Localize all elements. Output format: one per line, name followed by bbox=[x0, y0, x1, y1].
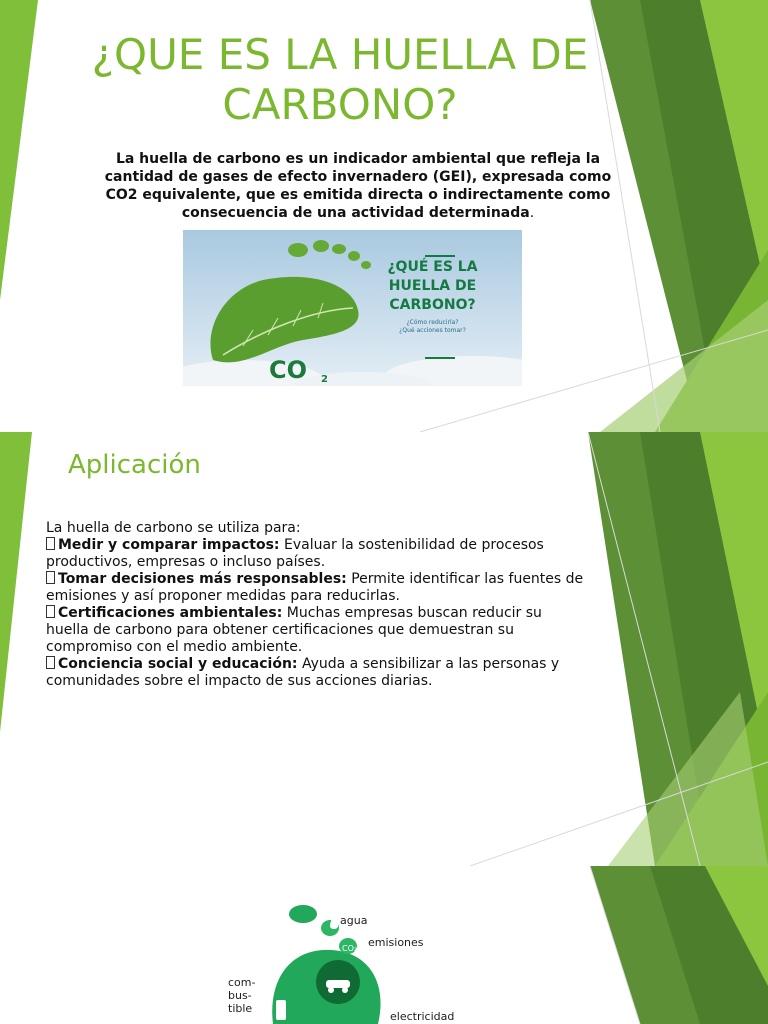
intro-period: . bbox=[529, 205, 535, 221]
label-emisiones: emisiones bbox=[368, 936, 424, 949]
list-item bbox=[46, 537, 586, 571]
list-item-title: Tomar decisiones más responsables: bbox=[58, 571, 347, 587]
bullet-glyph-icon bbox=[46, 537, 55, 550]
list-item-text: Permite identificar las fuentes de emisiones y así proponer medidas para reducirlas. bbox=[46, 571, 584, 604]
co2-subscript: 2 bbox=[321, 374, 328, 385]
image-caption bbox=[370, 258, 495, 335]
list-item-text: Muchas empresas buscan reducir su huella de carbono para obtener certificaciones que demuestran su compromiso con el medio ambiente. bbox=[46, 605, 542, 655]
list-lead: La huella de carbono se utiliza para: bbox=[46, 520, 301, 536]
slide-3 bbox=[0, 866, 768, 1024]
co2-label: CO bbox=[269, 356, 308, 384]
label-electricidad: electricidad bbox=[390, 1010, 455, 1023]
bullet-glyph-icon bbox=[46, 571, 55, 584]
list-item-text: Evaluar la sostenibilidad de procesos productivos, empresas o incluso países. bbox=[46, 537, 544, 570]
bullet-glyph-icon bbox=[46, 605, 55, 618]
intro-paragraph bbox=[88, 150, 628, 222]
list-item-title: Conciencia social y educación: bbox=[58, 656, 298, 672]
bullet-glyph-icon bbox=[46, 656, 55, 669]
list-item-title: Certificaciones ambientales: bbox=[58, 605, 283, 621]
application-list bbox=[46, 520, 586, 690]
slide-1 bbox=[0, 0, 768, 432]
label-agua: agua bbox=[340, 914, 368, 927]
image-sub2: ¿Qué acciones tomar? bbox=[399, 327, 466, 334]
image-sub1: ¿Cómo reducirla? bbox=[406, 319, 459, 326]
label-combustible: com- bus- tible bbox=[228, 976, 256, 1015]
list-item-title: Medir y comparar impactos: bbox=[58, 537, 280, 553]
list-item bbox=[46, 605, 586, 656]
list-item-text: Ayuda a sensibilizar a las personas y comunidades sobre el impacto de sus acciones diarias. bbox=[46, 656, 560, 689]
image-question: ¿QUÉ ES LA HUELLA DE CARBONO? bbox=[387, 259, 478, 313]
page-title: ¿QUE ES LA HUELLA DE CARBONO? bbox=[91, 30, 589, 129]
section-title: Aplicación bbox=[68, 450, 201, 480]
intro-text: La huella de carbono es un indicador ambiental que refleja la cantidad de gases de efecto invernadero (GEI), expresada como CO2 equivalente, que es emitida directa o indirectamente como consecuencia de una actividad determinada bbox=[104, 151, 612, 221]
slide-2 bbox=[0, 432, 768, 866]
label-co2: CO₂ bbox=[342, 944, 358, 953]
list-item bbox=[46, 656, 586, 690]
footprint-graphic bbox=[228, 902, 478, 1024]
list-item bbox=[46, 571, 586, 605]
